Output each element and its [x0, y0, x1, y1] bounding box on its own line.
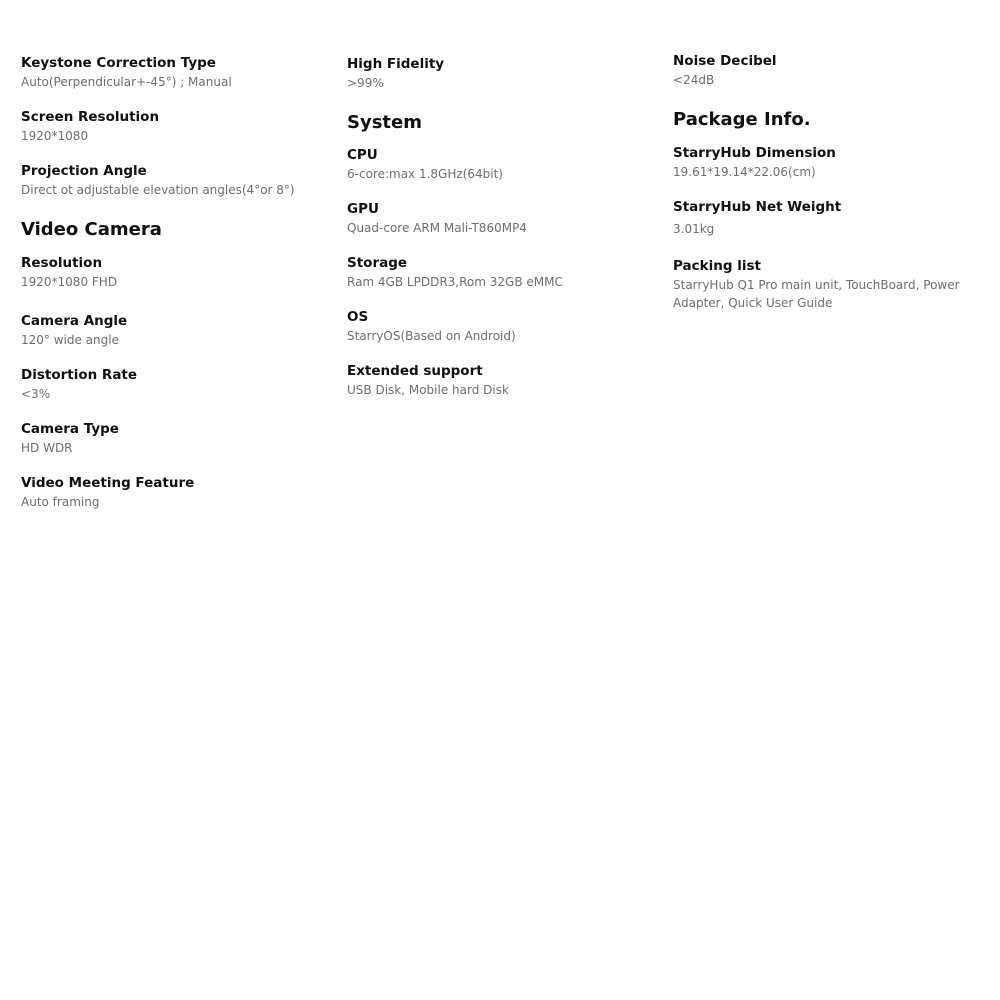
spec-item-resolution: [21, 254, 331, 291]
spec-value: StarryHub Q1 Pro main unit, TouchBoard, Power Adapter, Quick User Guide: [673, 278, 960, 310]
spec-value: <24dB: [673, 73, 715, 87]
spec-value: Auto framing: [21, 495, 100, 509]
spec-label: Packing list: [673, 258, 761, 274]
spec-label: Projection Angle: [21, 163, 147, 179]
spec-item-noise-decibel: [673, 52, 988, 89]
spec-value: USB Disk, Mobile hard Disk: [347, 383, 509, 397]
spec-label: Screen Resolution: [21, 109, 160, 125]
spec-value: Ram 4GB LPDDR3,Rom 32GB eMMC: [347, 275, 563, 289]
spec-value: 1920*1080 FHD: [21, 275, 118, 289]
spec-label: Keystone Correction Type: [21, 55, 216, 71]
spec-label: OS: [347, 309, 369, 325]
spec-item-packing-list: [673, 257, 988, 312]
spec-item-starryhub-net-weight: [673, 198, 988, 238]
spec-item-os: [347, 308, 657, 345]
spec-label: Camera Type: [21, 421, 119, 437]
spec-value: 19.61*19.14*22.06(cm): [673, 165, 816, 179]
spec-label: StarryHub Net Weight: [673, 199, 842, 215]
spec-label: Camera Angle: [21, 313, 128, 329]
spec-item-cpu: [347, 146, 657, 183]
spec-label: StarryHub Dimension: [673, 145, 836, 161]
spec-item-video-meeting-feature: [21, 474, 331, 511]
spec-item-keystone-correction-type: [21, 54, 331, 91]
spec-item-screen-resolution: [21, 108, 331, 145]
spec-value: HD WDR: [21, 441, 73, 455]
spec-item-gpu: [347, 200, 657, 237]
spec-label: Extended support: [347, 363, 483, 379]
spec-item-storage: [347, 254, 657, 291]
spec-value: Quad-core ARM Mali-T860MP4: [347, 221, 527, 235]
spec-value: Direct ot adjustable elevation angles(4°or 8°): [21, 183, 295, 197]
section-title-system: System: [347, 112, 422, 133]
spec-value: Auto(Perpendicular+-45°) ; Manual: [21, 75, 232, 89]
spec-item-extended-support: [347, 362, 657, 399]
spec-label: Storage: [347, 255, 408, 271]
spec-label: Noise Decibel: [673, 53, 777, 69]
spec-value: 120° wide angle: [21, 333, 119, 347]
section-title-package-info: Package Info.: [673, 109, 811, 130]
spec-value: <3%: [21, 387, 51, 401]
spec-label: Video Meeting Feature: [21, 475, 195, 491]
spec-item-starryhub-dimension: [673, 144, 988, 181]
spec-item-camera-angle: [21, 312, 331, 349]
spec-item-high-fidelity: [347, 55, 657, 92]
section-title-video-camera: Video Camera: [21, 219, 162, 240]
spec-label: Distortion Rate: [21, 367, 138, 383]
spec-item-camera-type: [21, 420, 331, 457]
spec-value: StarryOS(Based on Android): [347, 329, 516, 343]
spec-value: 6-core:max 1.8GHz(64bit): [347, 167, 503, 181]
spec-label: GPU: [347, 201, 379, 217]
spec-value: 1920*1080: [21, 129, 89, 143]
spec-value: >99%: [347, 76, 384, 90]
spec-label: High Fidelity: [347, 56, 445, 72]
spec-label: CPU: [347, 147, 378, 163]
spec-label: Resolution: [21, 255, 103, 271]
spec-item-projection-angle: [21, 162, 331, 199]
spec-item-distortion-rate: [21, 366, 331, 403]
spec-value: 3.01kg: [673, 222, 715, 236]
